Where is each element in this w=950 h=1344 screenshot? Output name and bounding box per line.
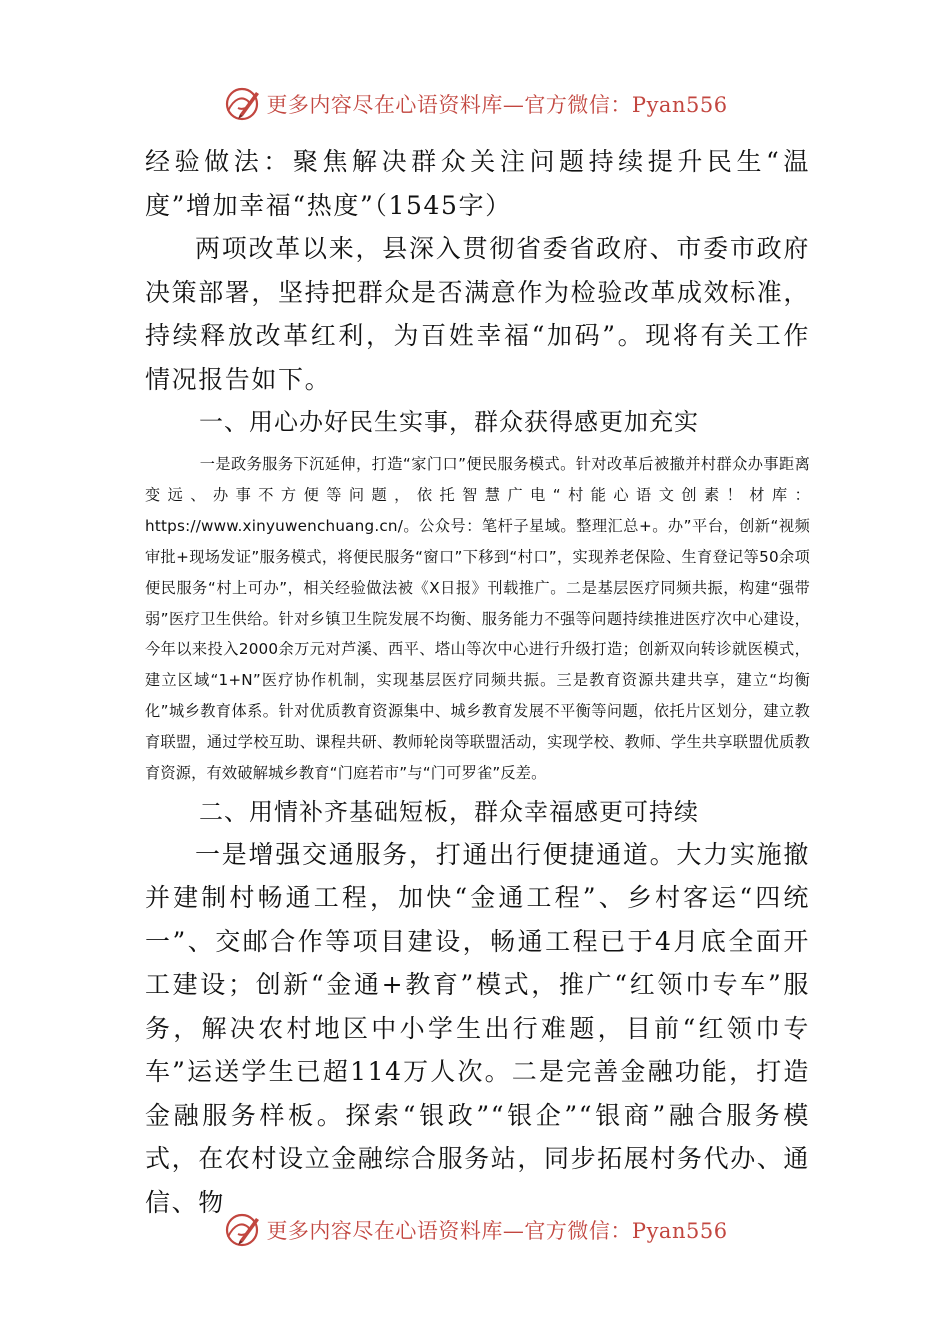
section2-heading: 二、用情补齐基础短板，群众幸福感更可持续 bbox=[199, 797, 699, 826]
section1-heading: 一、用心办好民生实事，群众获得感更加充实 bbox=[199, 408, 699, 436]
footer-watermark bbox=[0, 1210, 950, 1250]
watermark-text: 更多内容尽在心语资料库—官方微信：Pyan556 bbox=[266, 93, 728, 117]
header-watermark bbox=[0, 84, 950, 124]
document-title: 经验做法：聚焦解决群众关注问题持续提升民生“温度”增加幸福“热度”（1545字） bbox=[145, 147, 810, 220]
section2-paragraph: 一是增强交通服务，打通出行便捷通道。大力实施撤并建制村畅通工程，加快“金通工程”、乡村客运“四统一”、交邮合作等项目建设，畅通工程已于4月底全面开工建设；创新“金通+教育”模式，推广“红领巾专车”服务，解决农村地区中小学生出行难题，目前“红领巾专车”运送学生已超114万人次。二是完善金融功能，打造金融服务样板。探索“银政”“银企”“银商”融合服务模式，在农村设立金融综合服务站，同步拓展村务代办、通信、物 bbox=[145, 839, 811, 1217]
signature-pen-logo-icon bbox=[222, 1210, 262, 1250]
document-body bbox=[145, 140, 810, 1224]
watermark-text: 更多内容尽在心语资料库—官方微信：Pyan556 bbox=[266, 1219, 728, 1243]
section1-paragraph: 一是政务服务下沉延伸，打造“家门口”便民服务模式。针对改革后被撤并村群众办事距离变远、办事不方便等问题，依托智慧广电“村能心语文创素！材库：https://www.xinyuwenchuang.cn/。公众号：笔杆子星域。整理汇总+。办”平台，创新“视频审批+现场发证”服务模式，将便民服务“窗口”下移到“村口”，实现养老保险、生育登记等50余项便民服务“村上可办”，相关经验做法被《X日报》刊载推广。二是基层医疗同频共振，构建“强带弱”医疗卫生供给。针对乡镇卫生院发展不均衡、服务能力不强等问题持续推进医疗次中心建设，今年以来投入2000余万元对芦溪、西平、塔山等次中心进行升级打造；创新双向转诊就医模式，建立区域“1+N”医疗协作机制，实现基层医疗同频共振。三是教育资源共建共享，建立“均衡化”城乡教育体系。针对优质教育资源集中、城乡教育发展不平衡等问题，依托片区划分，建立教育联盟，通过学校互助、课程共研、教师轮岗等联盟活动，实现学校、教师、学生共享联盟优质教育资源，有效破解城乡教育“门庭若市”与“门可罗雀”反差。 bbox=[145, 455, 810, 783]
signature-pen-logo-icon bbox=[222, 84, 262, 124]
intro-paragraph: 两项改革以来，县深入贯彻省委省政府、市委市政府决策部署，坚持把群众是否满意作为检验改革成效标准，持续释放改革红利，为百姓幸福“加码”。现将有关工作情况报告如下。 bbox=[145, 234, 811, 394]
